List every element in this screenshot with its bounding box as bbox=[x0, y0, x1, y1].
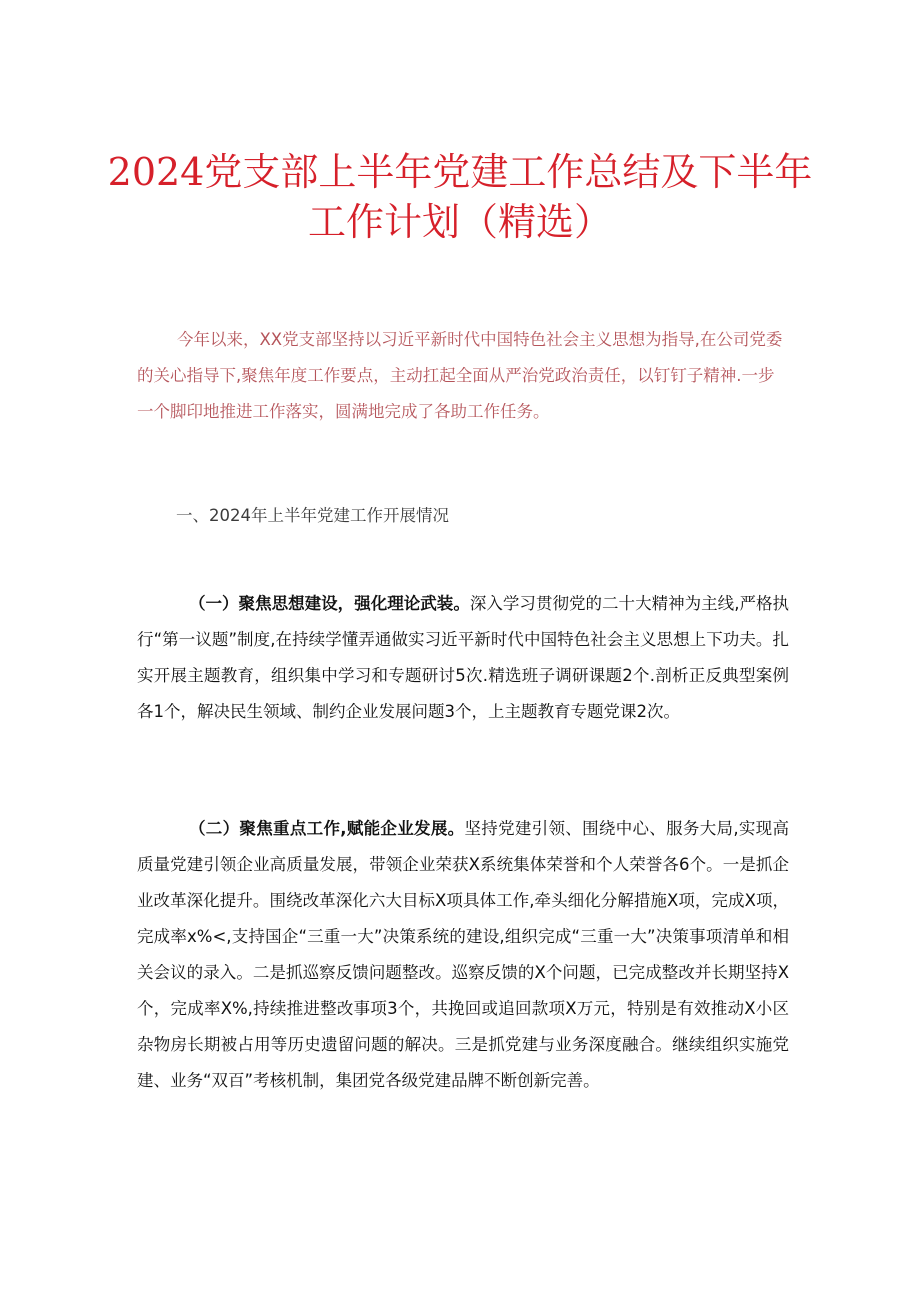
item-1-body: 深入学习贯彻党的二十大精神为主线,严格执行“第一议题”制度,在持续学懂弄通做实习近平新时代中国特色社会主义思想上下功夫。扎实开展主题教育，组织集中学习和专题研讨5次.精选班子调研课题2个.剖析正反典型案例各1个，解决民生领域、制约企业发展问题3个，上主题教育专题党课2次。 bbox=[137, 594, 790, 721]
item-1-lead: （一）聚焦思想建设，强化理论武装。 bbox=[189, 594, 470, 613]
item-2-lead: （二）聚焦重点工作,赋能企业发展。 bbox=[189, 819, 465, 838]
title-line-1: 2024党支部上半年党建工作总结及下半年 bbox=[107, 150, 813, 195]
paragraph-item-2 bbox=[137, 811, 789, 1099]
item-2-body: 坚持党建引领、围绕中心、服务大局,实现高质量党建引领企业高质量发展，带领企业荣获X系统集体荣誉和个人荣誉各6个。一是抓企业改革深化提升。围绕改革深化六大目标X项具体工作,牵头细化分解措施X项，完成X项，完成率x%<,支持国企“三重一大”决策系统的建设,组织完成“三重一大”决策事项清单和相关会议的录入。二是抓巡察反馈问题整改。巡察反馈的X个问题，已完成整改并长期坚持X个，完成率X%,持续推进整改事项3个，共挽回或追回款项X万元，特别是有效推动X小区杂物房长期被占用等历史遗留问题的解决。三是抓党建与业务深度融合。继续组织实施党建、业务“双百”考核机制，集团党各级党建品牌不断创新完善。 bbox=[137, 819, 789, 1090]
title-line-2: 工作计划（精选） bbox=[307, 200, 612, 245]
document-title bbox=[100, 147, 820, 247]
section-heading-1: 一、2024年上半年党建工作开展情况 bbox=[176, 506, 449, 525]
paragraph-item-1 bbox=[137, 586, 789, 730]
intro-paragraph: 今年以来，XX党支部坚持以习近平新时代中国特色社会主义思想为指导,在公司党委的关心指导下,聚焦年度工作要点，主动扛起全面从严治党政治责任，以钉钉子精神.一步一个脚印地推进工作落实，圆满地完成了各助工作任务。 bbox=[137, 330, 783, 421]
